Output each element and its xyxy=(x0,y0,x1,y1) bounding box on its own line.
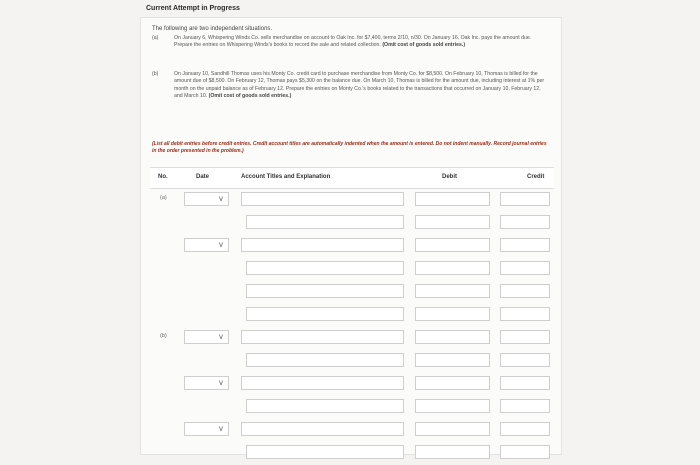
table-row xyxy=(150,235,554,258)
account-title-input[interactable] xyxy=(246,307,404,321)
part-b-text xyxy=(174,71,546,101)
credit-input[interactable] xyxy=(500,330,550,344)
debit-input[interactable] xyxy=(415,376,490,390)
credit-input[interactable] xyxy=(500,261,550,275)
table-row xyxy=(150,189,554,212)
instructions: (List all debit entries before credit entries. Credit account titles are automatically indented when the amount is entered. Do not indent manually. Record journal entries in the order presented in the problem.) xyxy=(152,141,547,154)
row-number: (a) xyxy=(160,195,167,201)
chevron-down-icon: v xyxy=(219,424,223,433)
table-row xyxy=(150,350,554,373)
credit-input[interactable] xyxy=(500,307,550,321)
credit-input[interactable] xyxy=(500,445,550,459)
header-debit: Debit xyxy=(442,174,457,180)
part-a xyxy=(152,35,552,67)
credit-input[interactable] xyxy=(500,192,550,206)
date-select[interactable] xyxy=(184,238,229,252)
account-title-input[interactable] xyxy=(241,330,404,344)
chevron-down-icon: v xyxy=(219,378,223,387)
date-select[interactable] xyxy=(184,376,229,390)
part-a-text xyxy=(174,35,546,50)
debit-input[interactable] xyxy=(415,422,490,436)
table-row xyxy=(150,258,554,281)
debit-input[interactable] xyxy=(415,238,490,252)
table-row xyxy=(150,281,554,304)
part-a-tag: (a) xyxy=(152,35,159,41)
row-number: (b) xyxy=(160,333,167,339)
page-header: Current Attempt in Progress xyxy=(146,5,240,12)
table-row xyxy=(150,419,554,442)
intro-text: The following are two independent situations. xyxy=(152,26,273,32)
table-row xyxy=(150,212,554,235)
date-select[interactable] xyxy=(184,422,229,436)
table-header xyxy=(150,167,554,189)
account-title-input[interactable] xyxy=(246,215,404,229)
date-select[interactable] xyxy=(184,330,229,344)
debit-input[interactable] xyxy=(415,192,490,206)
part-a-note: (Omit cost of goods sold entries.) xyxy=(382,42,466,49)
part-b-tag: (b) xyxy=(152,71,159,77)
account-title-input[interactable] xyxy=(246,445,404,459)
account-title-input[interactable] xyxy=(246,284,404,298)
part-b xyxy=(152,71,552,123)
header-account: Account Titles and Explanation xyxy=(241,174,331,180)
table-row xyxy=(150,327,554,350)
part-b-body: On January 10, Sandhill Thomas uses his Monty Co. credit card to purchase merchandise from Monty Co. for $8,500. On February 10, Thomas is billed for the amount due of $8,500. On February 12, Thomas pays $5,300 on the balance due. On March 10, Thomas is billed for the amount due, including interest at 1% per month on the unpaid balance as of February 12. Prepare the entries on Monty Co.'s books related to the transactions that occurred on January 10, February 12, and March 10. xyxy=(174,71,545,100)
account-title-input[interactable] xyxy=(241,238,404,252)
credit-input[interactable] xyxy=(500,422,550,436)
debit-input[interactable] xyxy=(415,284,490,298)
credit-input[interactable] xyxy=(500,353,550,367)
date-select[interactable] xyxy=(184,192,229,206)
chevron-down-icon: v xyxy=(219,332,223,341)
part-b-note: (Omit cost of goods sold entries.) xyxy=(208,93,292,100)
chevron-down-icon: v xyxy=(219,240,223,249)
credit-input[interactable] xyxy=(500,238,550,252)
table-row xyxy=(150,396,554,419)
credit-input[interactable] xyxy=(500,284,550,298)
credit-input[interactable] xyxy=(500,215,550,229)
table-row xyxy=(150,304,554,327)
account-title-input[interactable] xyxy=(246,353,404,367)
account-title-input[interactable] xyxy=(241,192,404,206)
debit-input[interactable] xyxy=(415,330,490,344)
credit-input[interactable] xyxy=(500,376,550,390)
account-title-input[interactable] xyxy=(246,399,404,413)
account-title-input[interactable] xyxy=(241,422,404,436)
header-date: Date xyxy=(196,174,210,180)
credit-input[interactable] xyxy=(500,399,550,413)
account-title-input[interactable] xyxy=(246,261,404,275)
debit-input[interactable] xyxy=(415,261,490,275)
debit-input[interactable] xyxy=(415,445,490,459)
debit-input[interactable] xyxy=(415,307,490,321)
journal-table xyxy=(150,167,554,445)
debit-input[interactable] xyxy=(415,215,490,229)
debit-input[interactable] xyxy=(415,353,490,367)
chevron-down-icon: v xyxy=(219,194,223,203)
table-row xyxy=(150,373,554,396)
table-row xyxy=(150,442,554,465)
header-no: No. xyxy=(158,174,168,180)
account-title-input[interactable] xyxy=(241,376,404,390)
part-a-body: On January 6, Whispering Winds Co. sells merchandise on account to Oak Inc. for $7,400, terms 2/10, n/30. On January 16, Oak Inc. pays the amount due. Prepare the entries on Whispering Winds's books to record the sale and related collection. xyxy=(174,35,532,49)
header-credit: Credit xyxy=(527,174,545,180)
debit-input[interactable] xyxy=(415,399,490,413)
